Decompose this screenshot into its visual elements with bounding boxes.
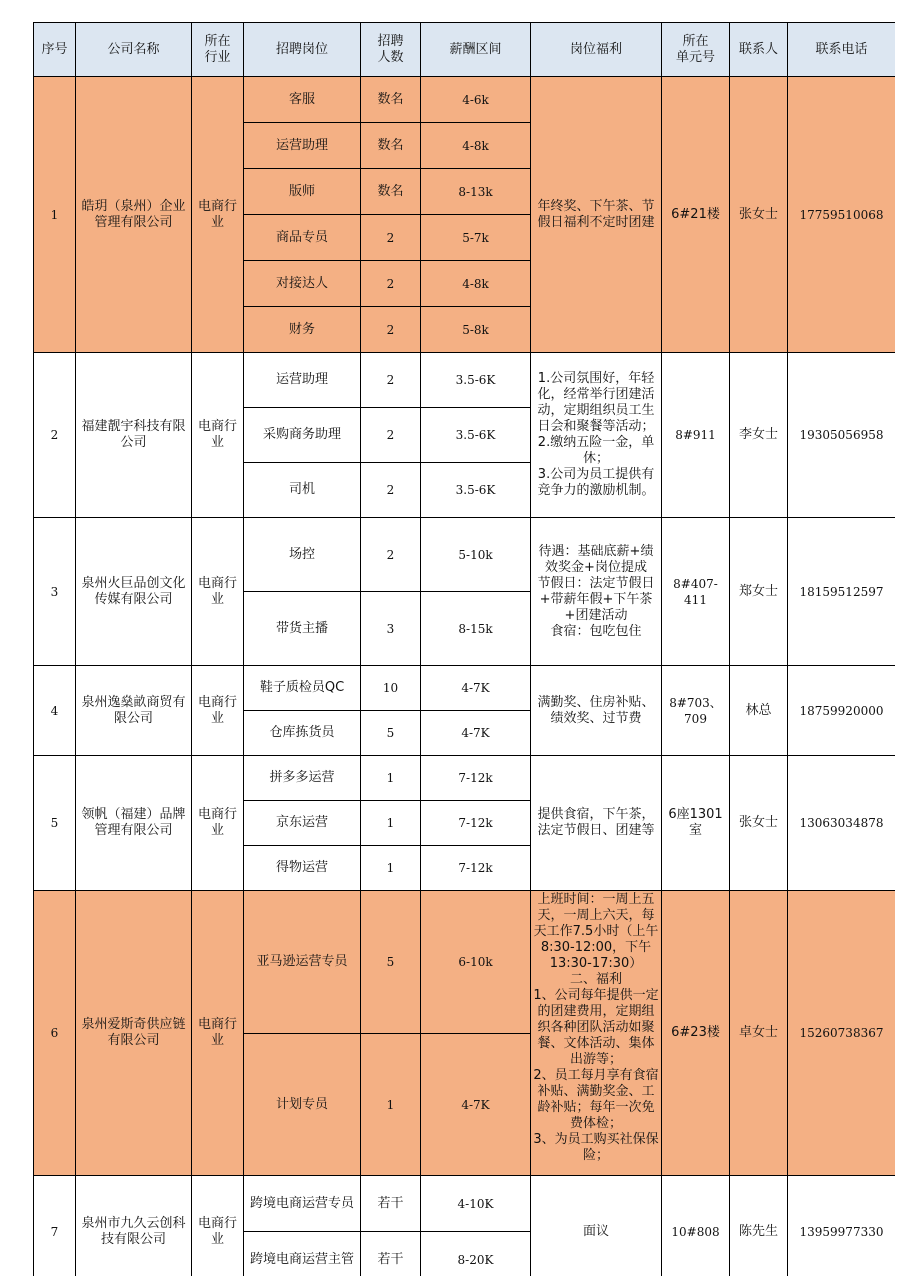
row-number: 5 [34,756,76,891]
job-count: 数名 [361,123,421,169]
job-salary: 4-7K [421,1034,531,1176]
job-salary: 7-12k [421,846,531,891]
header-position: 招聘岗位 [244,23,361,77]
job-salary: 5-8k [421,307,531,353]
job-title: 跨境电商运营主管 [244,1232,361,1276]
unit-number: 6#23楼 [662,891,730,1176]
company-name: 泉州爱斯奇供应链有限公司 [76,891,192,1176]
job-count: 2 [361,463,421,518]
company-name: 皓玥（泉州）企业管理有限公司 [76,77,192,353]
contact-phone: 13063034878 [788,756,896,891]
industry: 电商行业 [192,756,244,891]
job-salary: 4-10K [421,1176,531,1232]
header-contact: 联系人 [730,23,788,77]
benefits: 提供食宿，下午茶，法定节假日、团建等 [531,756,662,891]
job-salary: 3.5-6K [421,353,531,408]
contact-phone: 18159512597 [788,518,896,666]
table-row [34,353,896,408]
header-headcount: 招聘 人数 [361,23,421,77]
unit-number: 8#911 [662,353,730,518]
job-count: 1 [361,756,421,801]
job-salary: 8-20K [421,1232,531,1276]
header-benefits: 岗位福利 [531,23,662,77]
benefits-cell [531,891,662,1176]
industry: 电商行业 [192,77,244,353]
contact-person: 郑女士 [730,518,788,666]
contact-person: 张女士 [730,77,788,353]
job-count: 1 [361,801,421,846]
job-count: 5 [361,891,421,1034]
contact-phone: 15260738367 [788,891,896,1176]
job-salary: 4-7K [421,711,531,756]
contact-phone: 17759510068 [788,77,896,353]
row-number: 2 [34,353,76,518]
job-salary: 5-10k [421,518,531,592]
header-industry: 所在 行业 [192,23,244,77]
job-title: 计划专员 [244,1034,361,1176]
job-salary: 7-12k [421,756,531,801]
job-salary: 6-10k [421,891,531,1034]
table-row [34,666,896,711]
job-title: 采购商务助理 [244,408,361,463]
unit-number: 6座1301室 [662,756,730,891]
industry: 电商行业 [192,891,244,1176]
header-row [34,23,896,77]
job-count: 5 [361,711,421,756]
job-salary: 4-8k [421,261,531,307]
job-title: 京东运营 [244,801,361,846]
job-title: 场控 [244,518,361,592]
job-count: 若干 [361,1232,421,1276]
job-count: 2 [361,353,421,408]
job-count: 10 [361,666,421,711]
job-salary: 4-7K [421,666,531,711]
row-number: 4 [34,666,76,756]
recruitment-table-container [33,22,895,1276]
industry: 电商行业 [192,666,244,756]
unit-number: 10#808 [662,1176,730,1276]
job-title: 带货主播 [244,592,361,666]
job-salary: 4-6k [421,77,531,123]
job-salary: 7-12k [421,801,531,846]
job-salary: 8-13k [421,169,531,215]
table-row [34,891,896,1034]
job-title: 仓库拣货员 [244,711,361,756]
row-number: 1 [34,77,76,353]
job-title: 运营助理 [244,123,361,169]
company-name: 泉州逸燊畝商贸有限公司 [76,666,192,756]
job-count: 数名 [361,77,421,123]
job-salary: 3.5-6K [421,463,531,518]
job-count: 2 [361,215,421,261]
job-title: 商品专员 [244,215,361,261]
row-number: 3 [34,518,76,666]
recruitment-table [33,22,895,1276]
job-title: 鞋子质检员QC [244,666,361,711]
company-name: 泉州火巨品创文化传媒有限公司 [76,518,192,666]
job-count: 1 [361,1034,421,1176]
contact-person: 卓女士 [730,891,788,1176]
job-title: 对接达人 [244,261,361,307]
table-row [34,518,896,592]
row-number: 6 [34,891,76,1176]
row-number: 7 [34,1176,76,1276]
contact-person: 张女士 [730,756,788,891]
industry: 电商行业 [192,518,244,666]
header-no: 序号 [34,23,76,77]
contact-person: 陈先生 [730,1176,788,1276]
table-row [34,756,896,801]
header-phone: 联系电话 [788,23,896,77]
job-title: 得物运营 [244,846,361,891]
job-count: 若干 [361,1176,421,1232]
job-title: 跨境电商运营专员 [244,1176,361,1232]
contact-phone: 18759920000 [788,666,896,756]
job-salary: 4-8k [421,123,531,169]
job-count: 3 [361,592,421,666]
job-title: 财务 [244,307,361,353]
benefits: 满勤奖、住房补贴、绩效奖、过节费 [531,666,662,756]
header-salary: 薪酬区间 [421,23,531,77]
job-count: 数名 [361,169,421,215]
job-count: 2 [361,261,421,307]
benefits: 年终奖、下午茶、节假日福利不定时团建 [531,77,662,353]
benefits: 1.公司氛围好，年轻化，经常举行团建活动，定期组织员工生日会和聚餐等活动； 2.缴纳五险一金，单休； 3.公司为员工提供有竞争力的激励机制。 [531,353,662,518]
contact-phone: 13959977330 [788,1176,896,1276]
job-title: 拼多多运营 [244,756,361,801]
job-count: 2 [361,408,421,463]
job-salary: 5-7k [421,215,531,261]
contact-phone: 19305056958 [788,353,896,518]
table-row [34,1176,896,1232]
job-count: 1 [361,846,421,891]
job-title: 亚马逊运营专员 [244,891,361,1034]
contact-person: 李女士 [730,353,788,518]
benefits: 面议 [531,1176,662,1276]
company-name: 领帆（福建）品牌管理有限公司 [76,756,192,891]
job-title: 客服 [244,77,361,123]
contact-person: 林总 [730,666,788,756]
job-title: 版师 [244,169,361,215]
industry: 电商行业 [192,353,244,518]
industry: 电商行业 [192,1176,244,1276]
benefits: 上班时间：一周上五天，一周上六天，每天工作7.5小时（上午8:30-12:00，下午13:30-17:30） 二、福利 1、公司每年提供一定的团建费用，定期组织各种团队活动如聚餐、文体活动、集体出游等； 2、员工每月享有食宿补贴、满勤奖金、工龄补贴；每年一次免费体检； 3、为员工购买社保保险； [533,892,659,1163]
company-name: 泉州市九久云创科技有限公司 [76,1176,192,1276]
job-count: 2 [361,307,421,353]
job-count: 2 [361,518,421,592]
unit-number: 6#21楼 [662,77,730,353]
company-name: 福建靓宇科技有限公司 [76,353,192,518]
header-unit: 所在 单元号 [662,23,730,77]
job-salary: 3.5-6K [421,408,531,463]
job-title: 司机 [244,463,361,518]
benefits: 待遇：基础底薪+绩效奖金+岗位提成 节假日：法定节假日+带薪年假+下午茶+团建活动 食宿：包吃包住 [531,518,662,666]
table-row [34,77,896,123]
job-salary: 8-15k [421,592,531,666]
header-company: 公司名称 [76,23,192,77]
unit-number: 8#407-411 [662,518,730,666]
unit-number: 8#703、709 [662,666,730,756]
job-title: 运营助理 [244,353,361,408]
